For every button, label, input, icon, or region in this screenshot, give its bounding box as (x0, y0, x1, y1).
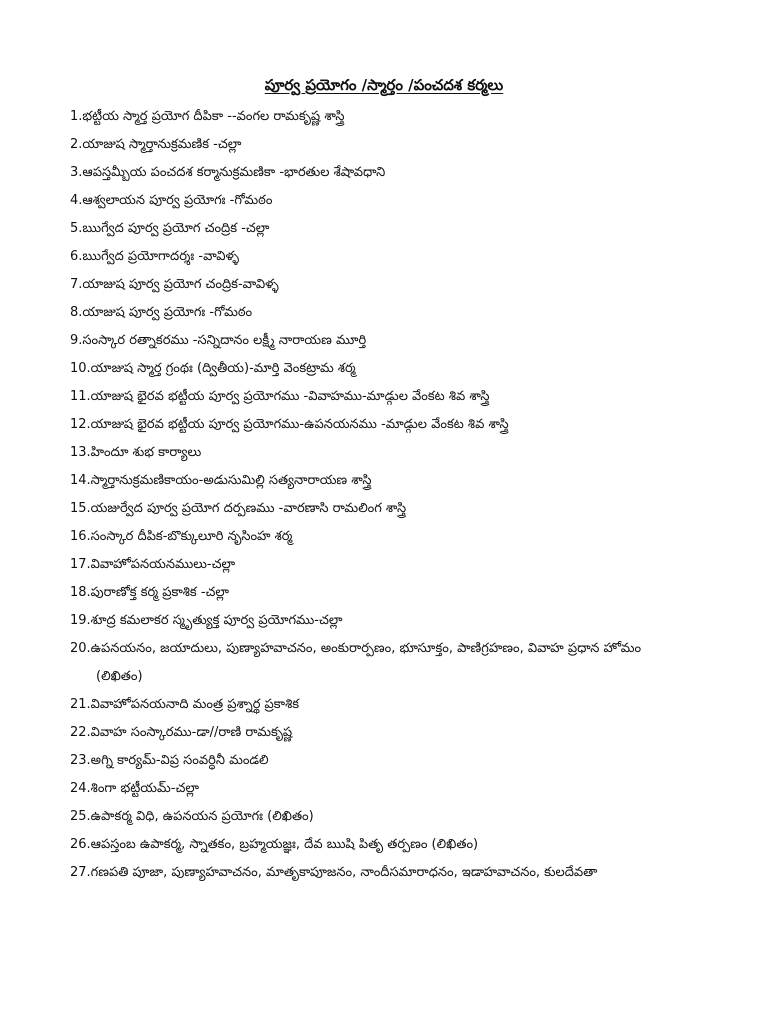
list-item: 26.ఆపస్తంబ ఉపాకర్మ, స్నాతకం, బ్రహ్మయజ్ఞః, దేవ ఋషి పితృ తర్పణం (లిఖితం) (70, 837, 479, 852)
list-item: 12.యాజుష భైరవ భట్టీయ పూర్వ ప్రయోగము-ఉపనయనము -మాడ్గుల వేంకట శివ శాస్త్రి (70, 417, 509, 432)
list-item: 11.యాజుష భైరవ భట్టీయ పూర్వ ప్రయోగము -వివాహము-మాడ్గుల వేంకట శివ శాస్త్రి (70, 389, 490, 404)
list-item: 25.ఉపాకర్మ విధి, ఉపనయన ప్రయోగః (లిఖితం) (70, 809, 314, 824)
list-item: 21.వివాహోపనయనాది మంత్ర ప్రశ్నార్థ ప్రకాశిక (70, 697, 300, 712)
list-item: 8.యాజుష పూర్వ ప్రయోగః -గోమఠం (70, 305, 253, 320)
list-item: 14.స్మార్తానుక్రమణికాయం-అడుసుమిల్లి సత్యనారాయణ శాస్త్రి (70, 473, 372, 488)
list-item: 4.ఆశ్వలాయన పూర్వ ప్రయోగః -గోమఠం (70, 193, 273, 208)
list-item: 15.యజుర్వేద పూర్వ ప్రయోగ దర్పణము -వారణాసి రామలింగ శాస్త్రి (70, 501, 407, 516)
list-item: 5.ఋగ్వేద పూర్వ ప్రయోగ చంద్రిక -చల్లా (70, 221, 270, 236)
list-item-continuation: (లిఖితం) (96, 669, 143, 684)
list-item: 23.అగ్ని కార్యమ్-విప్ర సంవర్ధినీ మండలి (70, 753, 269, 768)
list-item: 3.ఆపస్తమ్బీయ పంచదశ కర్మానుక్రమణికా -భారతుల శేషావధాని (70, 165, 386, 180)
list-item: 1.భట్టీయ స్మార్త ప్రయోగ దీపికా --వంగల రామకృష్ణ శాస్త్రి (70, 109, 345, 124)
list-item-multiline (70, 635, 730, 691)
list-item: 24.శింగా భట్టీయమ్-చల్లా (70, 781, 199, 796)
document-title (0, 76, 768, 98)
list-item: 19.శూద్ర కమలాకర స్మృత్యుక్త పూర్వ ప్రయోగము-చల్లా (70, 613, 343, 628)
book-list (70, 103, 730, 887)
list-item: 2.యాజుష స్మార్తానుక్రమణిక -చల్లా (70, 137, 242, 152)
list-item: 17.వివాహోపనయనములు-చల్లా (70, 557, 236, 572)
list-item: 22.వివాహ సంస్కారము-డా//రాణి రామకృష్ణ (70, 725, 293, 740)
list-item: 18.పురాణోక్త కర్మ ప్రకాశిక -చల్లా (70, 585, 230, 600)
list-item: 16.సంస్కార దీపిక-బొక్కులూరి నృసింహ శర్మ (70, 529, 293, 544)
list-item: 6.ఋగ్వేద ప్రయోగాదర్శః -వావిళ్ళ (70, 249, 240, 264)
list-item: 27.గణపతి పూజా, పుణ్యాహవాచనం, మాతృకాపూజనం, నాందీసమారాధనం, ఇడాహవాచనం, కులదేవతా (70, 865, 598, 880)
list-item: 9.సంస్కార రత్నాకరము -సన్నిదానం లక్ష్మీ నారాయణ మూర్తి (70, 333, 367, 348)
list-item: 7.యాజుష పూర్వ ప్రయోగ చంద్రిక-వావిళ్ళ (70, 277, 279, 292)
list-item: 10.యాజుష స్మార్త గ్రంథః (ద్వితీయ)-మార్తి వెంకట్రామ శర్మ (70, 361, 356, 376)
list-item-text: 20.ఉపనయనం, జయాదులు, పుణ్యాహవాచనం, అంకురార్పణం, భూసూక్తం, పాణిగ్రహణం, వివాహ ప్రధాన హోమం (70, 641, 642, 656)
list-item: 13.హిందూ శుభ కార్యాలు (70, 445, 202, 460)
document-title-text: పూర్వ ప్రయోగం /స్మార్తం /పంచదశ కర్మలు (264, 76, 504, 94)
